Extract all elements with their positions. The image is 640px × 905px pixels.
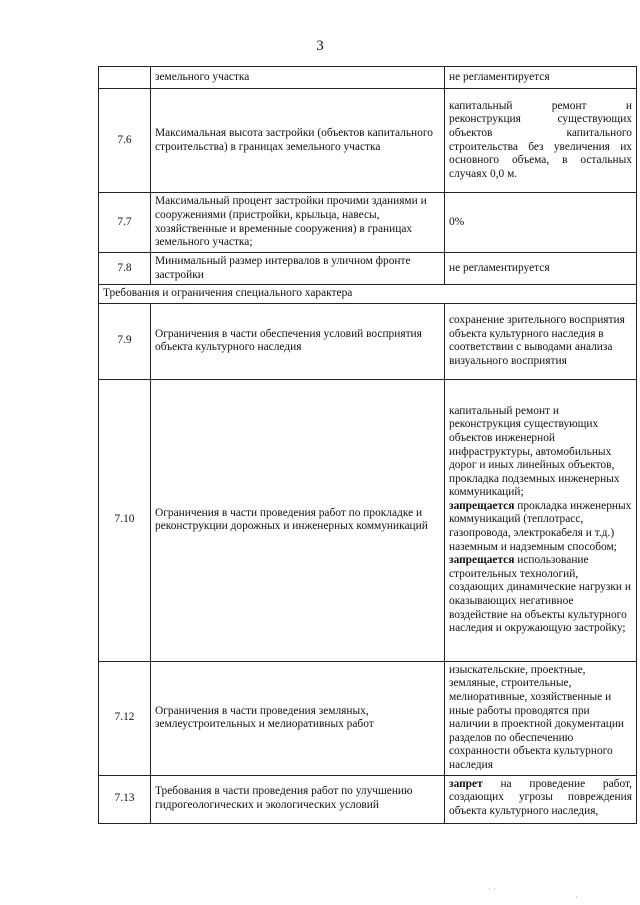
table-row	[99, 379, 637, 661]
value-paragraph: прокладка инженерных коммуникаций (теплотрасс, газопровода, электрокабеля и т.д.) наземным и надземным способом;	[449, 499, 632, 553]
row-value: не регламентируется	[445, 67, 637, 89]
section-header-row	[99, 285, 637, 304]
row-description: Ограничения в части проведения работ по прокладке и реконструкции дорожных и инженерных коммуникаций	[151, 379, 445, 661]
value-emphasis: запрещается	[449, 499, 515, 512]
row-value: капитальный ремонт и реконструкция существующих объектов капитального строительства без увеличения их основного объема, в остальных случаях 0,0 м.	[445, 89, 637, 193]
row-number: 7.13	[99, 775, 151, 823]
row-description: Максимальный процент застройки прочими зданиями и сооружениями (пристройки, крыльца, навесы, хозяйственные и временные сооружения) в границах земельного участка;	[151, 193, 445, 253]
value-paragraph: использование строительных технологий, создающих динамические нагрузки и оказывающих негативное воздействие на объекты культурного наследия и окружающую застройку;	[449, 554, 631, 635]
table-row	[99, 67, 637, 89]
value-paragraph: на проведение работ, создающих угрозы повреждения объекта культурного наследия,	[449, 777, 632, 817]
row-value	[445, 775, 637, 823]
row-description: земельного участка	[151, 67, 445, 89]
value-paragraph: капитальный ремонт и реконструкция существующих объектов инженерной инфраструктуры, автомобильных дорог и иных линейных объектов, прокладка подземных инженерных коммуникаций;	[449, 404, 620, 499]
scan-speck: · ·	[488, 884, 497, 894]
table-row	[99, 775, 637, 823]
section-header: Требования и ограничения специального характера	[99, 285, 637, 304]
scan-speck: ·	[575, 892, 578, 902]
page-number: 3	[316, 38, 324, 54]
row-number: 7.8	[99, 253, 151, 285]
row-value: 0%	[445, 193, 637, 253]
row-description: Минимальный размер интервалов в уличном фронте застройки	[151, 253, 445, 285]
row-description: Требования в части проведения работ по улучшению гидрогеологических и экологических условий	[151, 775, 445, 823]
row-number: 7.9	[99, 303, 151, 379]
table-row	[99, 303, 637, 379]
row-number: 7.7	[99, 193, 151, 253]
row-number: 7.12	[99, 661, 151, 775]
row-value: сохранение зрительного восприятия объекта культурного наследия в соответствии с выводами анализа визуального восприятия	[445, 303, 637, 379]
row-value: изыскательские, проектные, земляные, строительные, мелиоративные, хозяйственные и иные работы проводятся при наличии в проектной документации разделов по обеспечению сохранности объекта культурного наследия	[445, 661, 637, 775]
row-value	[445, 379, 637, 661]
row-number: 7.10	[99, 379, 151, 661]
row-number: 7.6	[99, 89, 151, 193]
row-number	[99, 67, 151, 89]
table-row	[99, 661, 637, 775]
table-row	[99, 253, 637, 285]
row-description: Максимальная высота застройки (объектов капитального строительства) в границах земельного участка	[151, 89, 445, 193]
value-emphasis: запрет	[449, 777, 483, 790]
row-description: Ограничения в части проведения земляных, землеустроительных и мелиоративных работ	[151, 661, 445, 775]
table-row	[99, 193, 637, 253]
value-emphasis: запрещается	[449, 554, 515, 567]
regulations-table	[98, 66, 637, 824]
row-description: Ограничения в части обеспечения условий восприятия объекта культурного наследия	[151, 303, 445, 379]
row-value: не регламентируется	[445, 253, 637, 285]
table-row	[99, 89, 637, 193]
